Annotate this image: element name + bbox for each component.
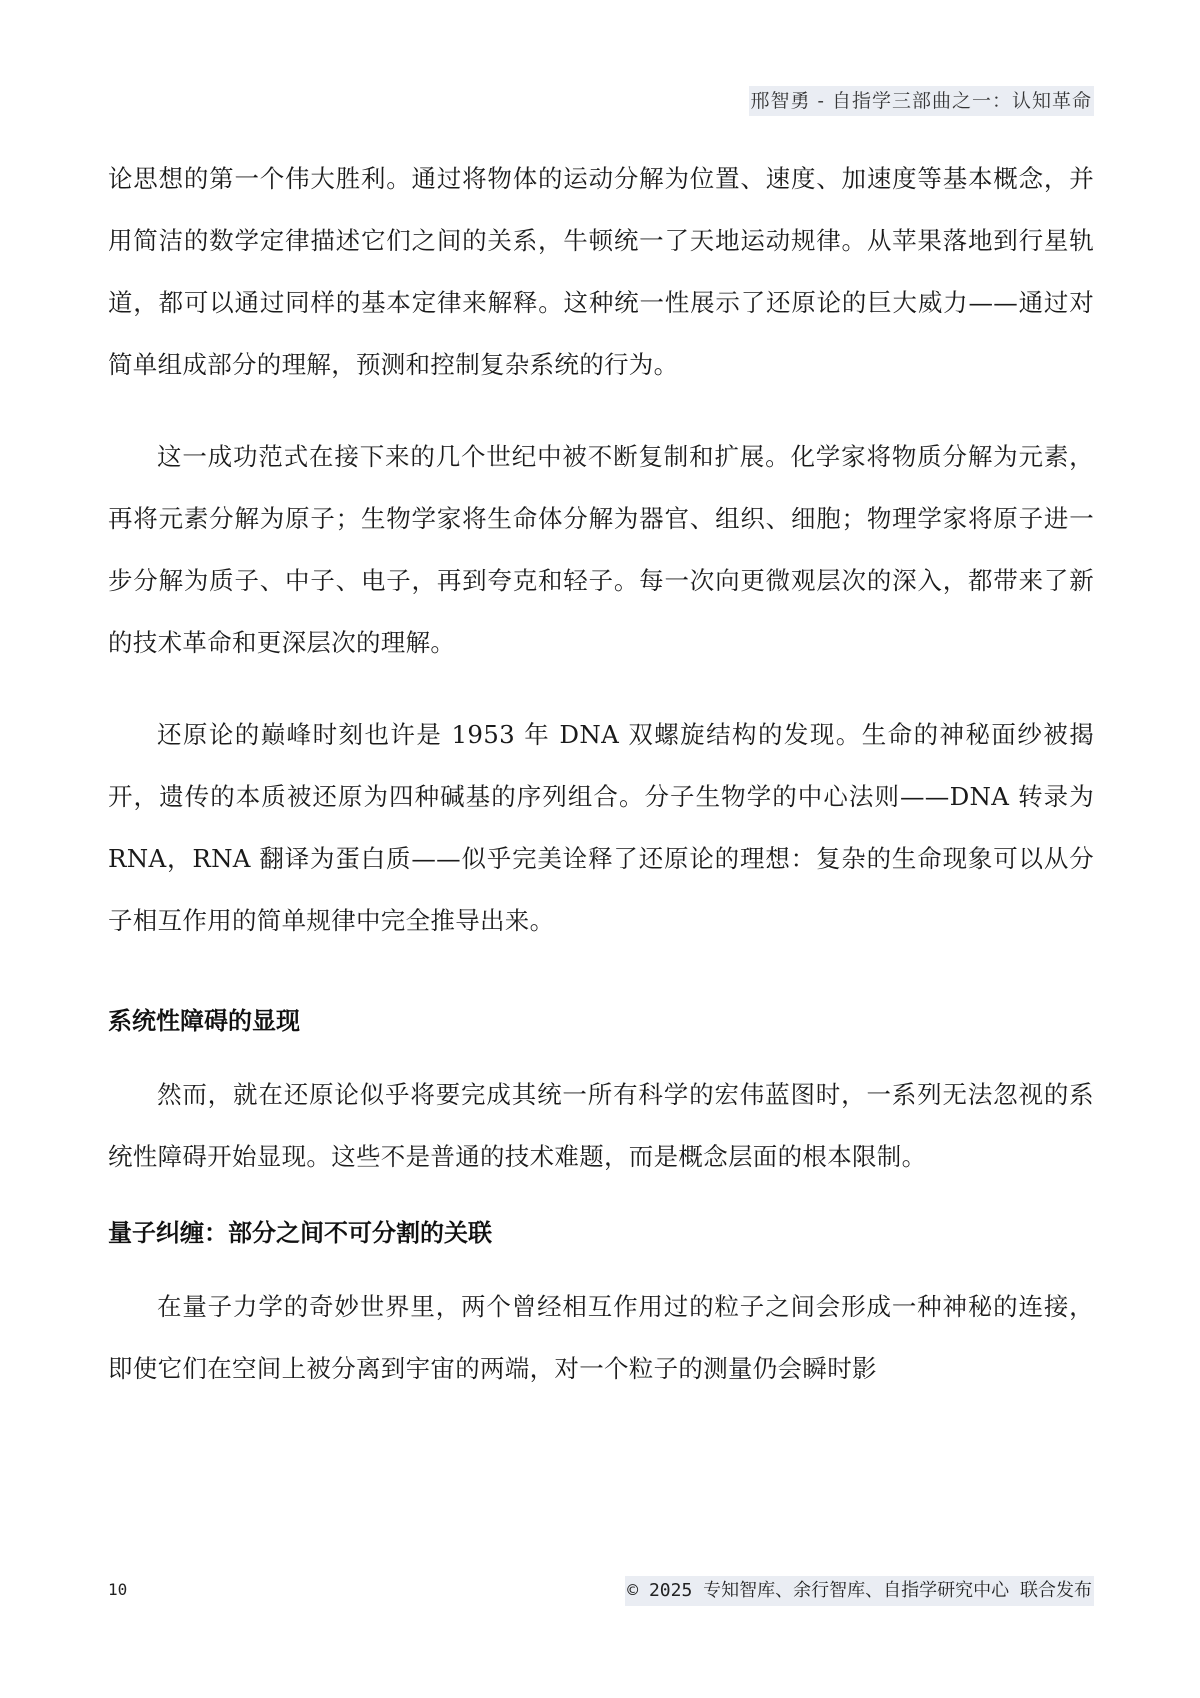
paragraph-spacer (108, 674, 1094, 704)
page-number: 10 (108, 1580, 128, 1599)
paragraph-spacer (108, 396, 1094, 426)
page-body (108, 148, 1094, 1400)
running-header: 邢智勇 - 自指学三部曲之一：认知革命 (749, 86, 1095, 116)
section-heading-quantum-entanglement: 量子纠缠：部分之间不可分割的关联 (108, 1219, 492, 1247)
footer-copyright: © 2025 专知智库、余行智库、自指学研究中心 联合发布 (625, 1576, 1094, 1606)
body-paragraph-continuation: 论思想的第一个伟大胜利。通过将物体的运动分解为位置、速度、加速度等基本概念，并用简洁的数学定律描述它们之间的关系，牛顿统一了天地运动规律。从苹果落地到行星轨道，都可以通过同样的基本定律来解释。这种统一性展示了还原论的巨大威力——通过对简单组成部分的理解，预测和控制复杂系统的行为。 (108, 164, 1094, 379)
body-paragraph-systemic-obstacles: 然而，就在还原论似乎将要完成其统一所有科学的宏伟蓝图时，一系列无法忽视的系统性障碍开始显现。这些不是普通的技术难题，而是概念层面的根本限制。 (108, 1080, 1094, 1171)
paragraph-spacer (108, 952, 1094, 996)
paragraph-spacer (108, 1046, 1094, 1064)
body-paragraph-quantum-entanglement: 在量子力学的奇妙世界里，两个曾经相互作用过的粒子之间会形成一种神秘的连接，即使它们在空间上被分离到宇宙的两端，对一个粒子的测量仍会瞬时影 (108, 1292, 1094, 1383)
section-heading-systemic-obstacles: 系统性障碍的显现 (108, 1007, 300, 1035)
paragraph-spacer (108, 1258, 1094, 1276)
body-paragraph-dna-discovery: 还原论的巅峰时刻也许是 1953 年 DNA 双螺旋结构的发现。生命的神秘面纱被揭开，遗传的本质被还原为四种碱基的序列组合。分子生物学的中心法则——DNA 转录为 RNA，RNA 翻译为蛋白质——似乎完美诠释了还原论的理想：复杂的生命现象可以从分子相互作用的简单规律中完全推导出来。 (108, 720, 1094, 935)
paragraph-spacer (108, 1188, 1094, 1208)
body-paragraph-reductionism-expansion: 这一成功范式在接下来的几个世纪中被不断复制和扩展。化学家将物质分解为元素，再将元素分解为原子；生物学家将生命体分解为器官、组织、细胞；物理学家将原子进一步分解为质子、中子、电子，再到夸克和轻子。每一次向更微观层次的深入，都带来了新的技术革命和更深层次的理解。 (108, 442, 1094, 657)
